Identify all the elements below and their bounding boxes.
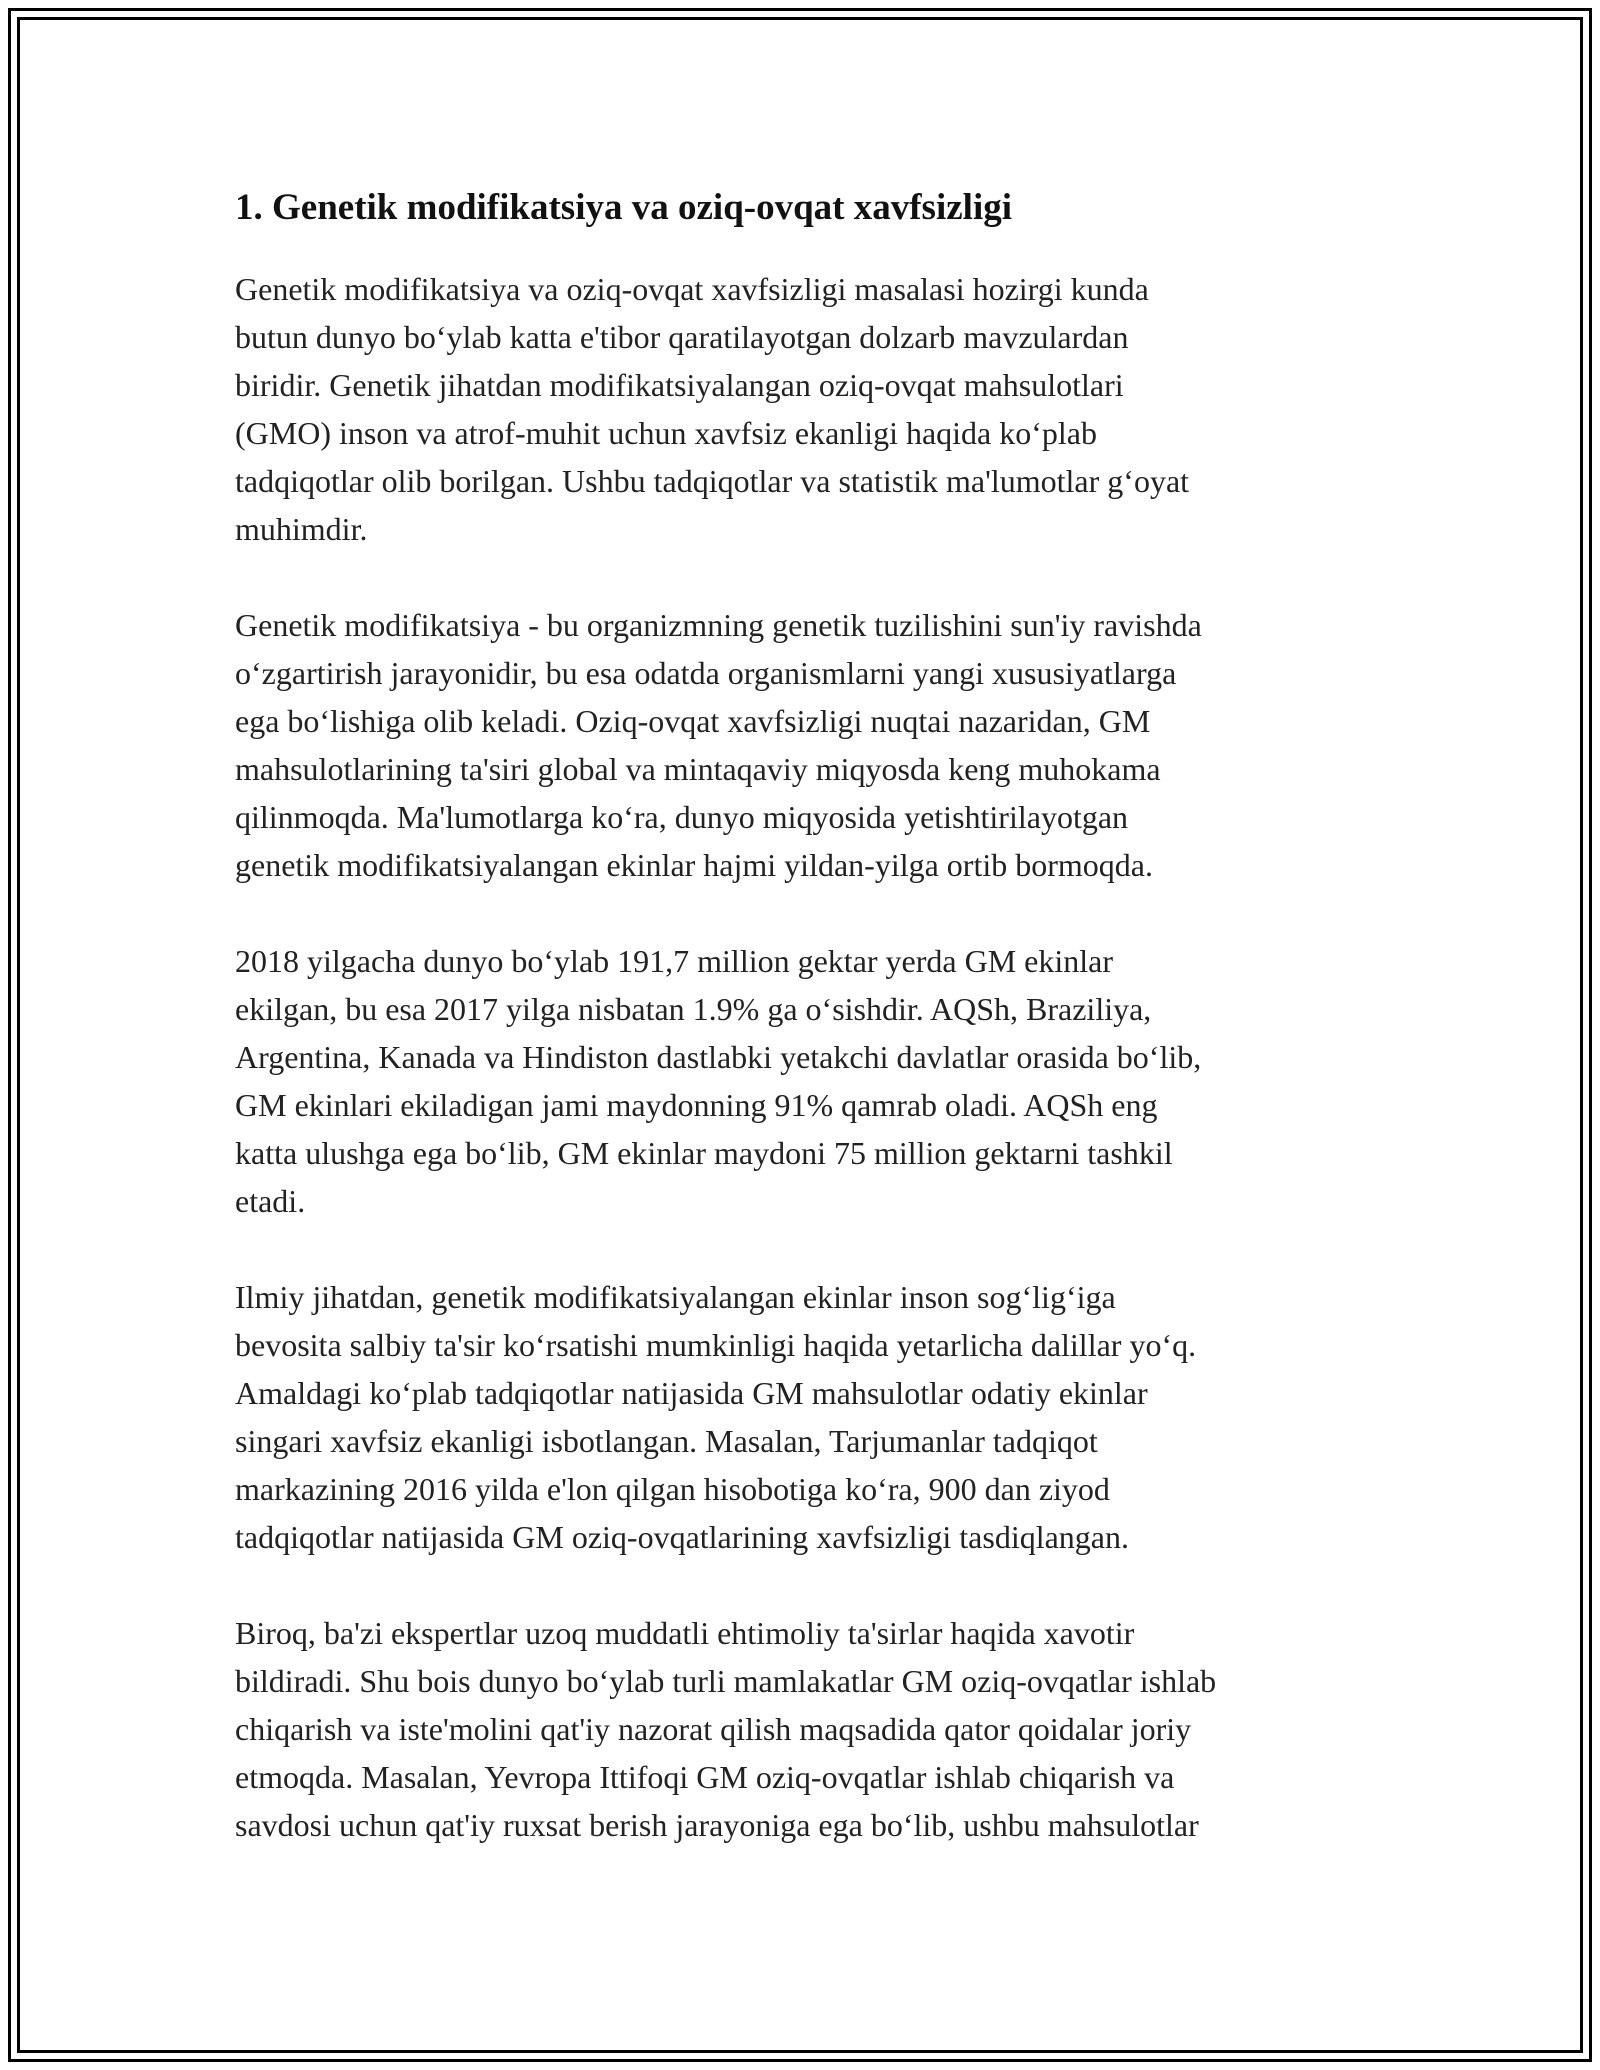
paragraph-line: katta ulushga ega bo‘lib, GM ekinlar maydoni 75 million gektarni tashkil	[235, 1135, 1173, 1171]
paragraph-2	[235, 601, 1385, 889]
paragraph-line: Biroq, ba'zi ekspertlar uzoq muddatli ehtimoliy ta'sirlar haqida xavotir	[235, 1615, 1135, 1651]
paragraph-line: 2018 yilgacha dunyo bo‘ylab 191,7 million gektar yerda GM ekinlar	[235, 943, 1114, 979]
paragraph-line: singari xavfsiz ekanligi isbotlangan. Masalan, Tarjumanlar tadqiqot	[235, 1423, 1098, 1459]
paragraph-line: qilinmoqda. Ma'lumotlarga ko‘ra, dunyo miqyosida yetishtirilayotgan	[235, 799, 1129, 835]
paragraph-line: savdosi uchun qat'iy ruxsat berish jarayoniga ega bo‘lib, ushbu mahsulotlar	[235, 1807, 1199, 1843]
paragraph-line: (GMO) inson va atrof-muhit uchun xavfsiz ekanligi haqida ko‘plab	[235, 415, 1097, 451]
paragraph-line: GM ekinlari ekiladigan jami maydonning 91% qamrab oladi. AQSh eng	[235, 1087, 1158, 1123]
paragraph-line: ekilgan, bu esa 2017 yilga nisbatan 1.9% ga o‘sishdir. AQSh, Braziliya,	[235, 991, 1152, 1027]
paragraph-line: markazining 2016 yilda e'lon qilgan hisobotiga ko‘ra, 900 dan ziyod	[235, 1471, 1110, 1507]
paragraph-4	[235, 1273, 1385, 1561]
paragraph-line: biridir. Genetik jihatdan modifikatsiyalangan oziq-ovqat mahsulotlari	[235, 367, 1124, 403]
paragraph-line: muhimdir.	[235, 511, 368, 547]
paragraph-line: etmoqda. Masalan, Yevropa Ittifoqi GM oziq-ovqatlar ishlab chiqarish va	[235, 1759, 1175, 1795]
paragraph-line: o‘zgartirish jarayonidir, bu esa odatda organismlarni yangi xususiyatlarga	[235, 655, 1177, 691]
paragraph-line: Argentina, Kanada va Hindiston dastlabki yetakchi davlatlar orasida bo‘lib,	[235, 1039, 1202, 1075]
paragraph-line: bevosita salbiy ta'sir ko‘rsatishi mumkinligi haqida yetarlicha dalillar yo‘q.	[235, 1327, 1197, 1363]
paragraph-line: genetik modifikatsiyalangan ekinlar hajmi yildan-yilga ortib bormoqda.	[235, 847, 1153, 883]
paragraph-3	[235, 937, 1385, 1225]
section-heading: 1. Genetik modifikatsiya va oziq-ovqat xavfsizligi	[235, 187, 1012, 228]
paragraph-line: chiqarish va iste'molini qat'iy nazorat qilish maqsadida qator qoidalar joriy	[235, 1711, 1192, 1747]
paragraph-1	[235, 265, 1385, 553]
paragraph-line: Ilmiy jihatdan, genetik modifikatsiyalangan ekinlar inson sog‘lig‘iga	[235, 1279, 1116, 1315]
paragraph-line: etadi.	[235, 1183, 306, 1219]
paragraph-line: tadqiqotlar olib borilgan. Ushbu tadqiqotlar va statistik ma'lumotlar g‘oyat	[235, 463, 1190, 499]
paragraph-line: mahsulotlarining ta'siri global va mintaqaviy miqyosda keng muhokama	[235, 751, 1161, 787]
paragraph-line: butun dunyo bo‘ylab katta e'tibor qaratilayotgan dolzarb mavzulardan	[235, 319, 1129, 355]
paragraph-line: Genetik modifikatsiya - bu organizmning genetik tuzilishini sun'iy ravishda	[235, 607, 1202, 643]
paragraph-line: bildiradi. Shu bois dunyo bo‘ylab turli mamlakatlar GM oziq-ovqatlar ishlab	[235, 1663, 1217, 1699]
paragraph-line: tadqiqotlar natijasida GM oziq-ovqatlarining xavfsizligi tasdiqlangan.	[235, 1519, 1129, 1555]
paragraph-5	[235, 1609, 1385, 1849]
paragraph-line: ega bo‘lishiga olib keladi. Oziq-ovqat xavfsizligi nuqtai nazaridan, GM	[235, 703, 1151, 739]
paragraph-line: Amaldagi ko‘plab tadqiqotlar natijasida GM mahsulotlar odatiy ekinlar	[235, 1375, 1148, 1411]
document-body	[235, 185, 1385, 1897]
paragraph-line: Genetik modifikatsiya va oziq-ovqat xavfsizligi masalasi hozirgi kunda	[235, 271, 1149, 307]
